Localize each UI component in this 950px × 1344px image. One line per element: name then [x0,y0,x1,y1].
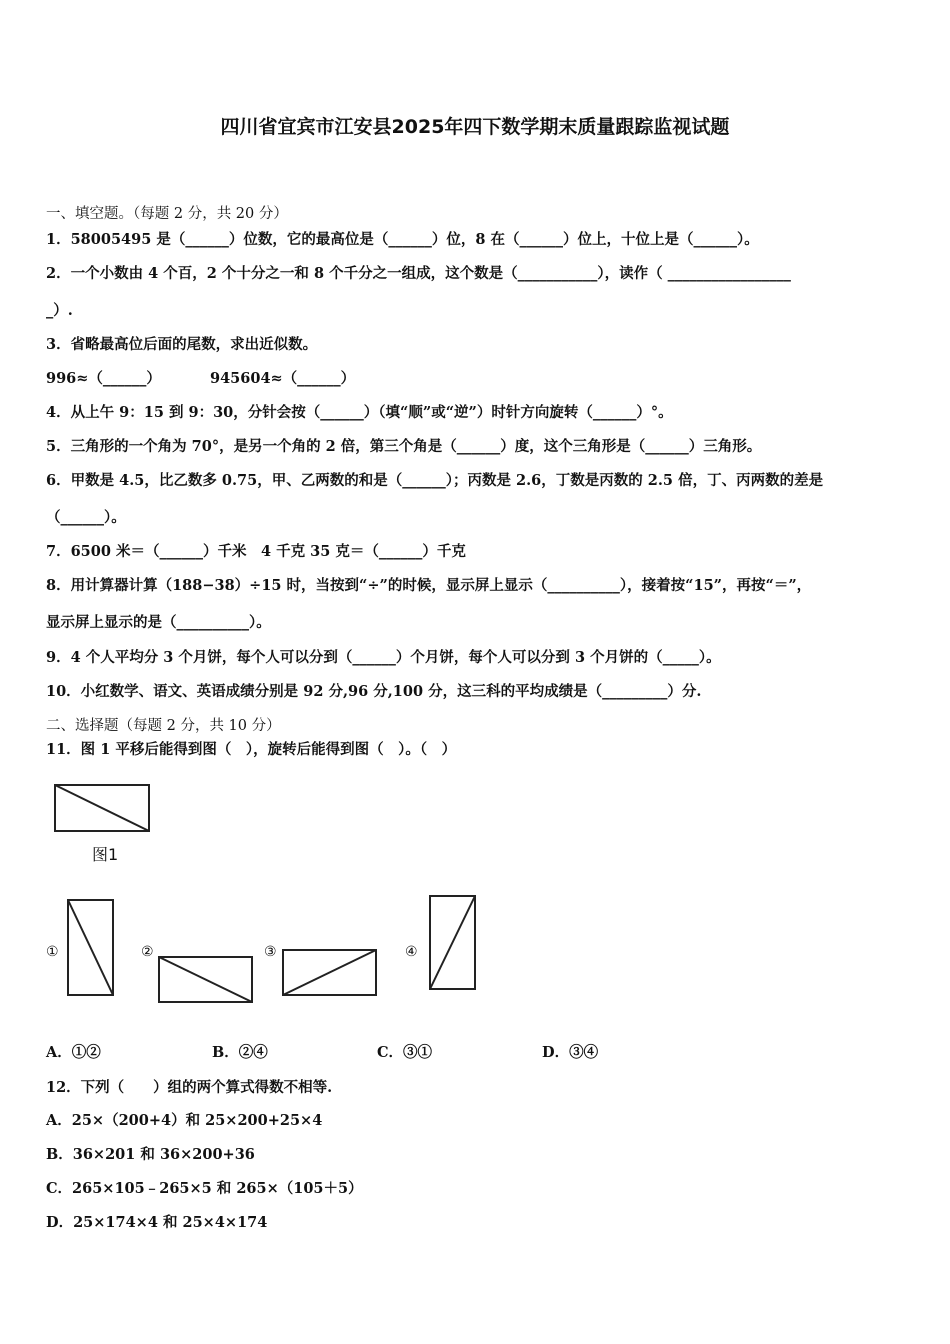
figure-label-1: ① [46,944,59,960]
q11-option-b: B．②④ [212,1044,268,1061]
question-2-line-2: _）. [46,302,73,319]
question-5: 5．三角形的一个角为 70°，是另一个角的 2 倍，第三个角是（______）度，这个三角形是（______）三角形。 [46,438,762,455]
figure-option-2 [157,955,255,1005]
question-1: 1．58005495 是（______）位数，它的最高位是（______）位，8 在（______）位上，十位上是（______）。 [46,231,759,248]
question-3-part-b: 945604≈（______） [210,370,356,387]
section-heading-choice: 二、选择题（每题 2 分，共 10 分） [46,718,281,734]
figure-label-3: ③ [264,944,277,960]
q12-option-b: B．36×201 和 36×200+36 [46,1146,255,1163]
figure-option-3 [281,948,379,998]
question-11: 11．图 1 平移后能得到图（ ），旋转后能得到图（ ）。（ ） [46,741,457,758]
question-8-line-2: 显示屏上显示的是（__________）。 [46,614,271,631]
question-2-line-1: 2．一个小数由 4 个百，2 个十分之一和 8 个千分之一组成，这个数是（___________），读作（ _________________ [46,265,791,282]
q11-option-a: A．①② [46,1044,101,1061]
question-10: 10．小红数学、语文、英语成绩分别是 92 分,96 分,100 分，这三科的平均成绩是（_________）分. [46,683,702,700]
q12-option-c: C．265×105﹣265×5 和 265×（105＋5） [46,1180,363,1197]
question-7: 7．6500 米＝（______）千米 4 千克 35 克＝（______）千克 [46,543,466,560]
section-heading-fill-blank: 一、填空题。（每题 2 分，共 20 分） [46,206,288,222]
figure-1-label: 图1 [92,845,119,864]
figure-label-2: ② [141,944,154,960]
figure-label-4: ④ [405,944,418,960]
page-title: 四川省宜宾市江安县2025年四下数学期末质量跟踪监视试题 [220,116,730,138]
figure-1-rectangle [52,782,154,834]
question-3: 3．省略最高位后面的尾数，求出近似数。 [46,336,318,353]
q11-option-d: D．③④ [542,1044,599,1061]
question-6-line-1: 6．甲数是 4.5，比乙数多 0.75，甲、乙两数的和是（______）；丙数是 2.6，丁数是丙数的 2.5 倍，丁、丙两数的差是 [46,472,824,489]
figure-option-1 [66,898,116,998]
question-6-line-2: （______）。 [46,509,126,526]
q11-option-c: C．③① [377,1044,433,1061]
question-12: 12．下列（ ）组的两个算式得数不相等. [46,1079,333,1096]
q12-option-d: D．25×174×4 和 25×4×174 [46,1214,268,1231]
question-3-part-a: 996≈（______） [46,370,161,387]
question-8-line-1: 8．用计算器计算（188−38）÷15 时，当按到“÷”的时候，显示屏上显示（__________），接着按“15”，再按“＝”， [46,577,812,594]
q12-option-a: A．25×（200+4）和 25×200+25×4 [46,1112,323,1129]
question-4: 4．从上午 9：15 到 9：30，分针会按（______）（填“顺”或“逆”）时针方向旋转（______）°。 [46,404,673,421]
figure-option-4 [428,894,478,992]
question-9: 9．4 个人平均分 3 个月饼，每个人可以分到（______）个月饼，每个人可以分到 3 个月饼的（_____）。 [46,649,721,666]
